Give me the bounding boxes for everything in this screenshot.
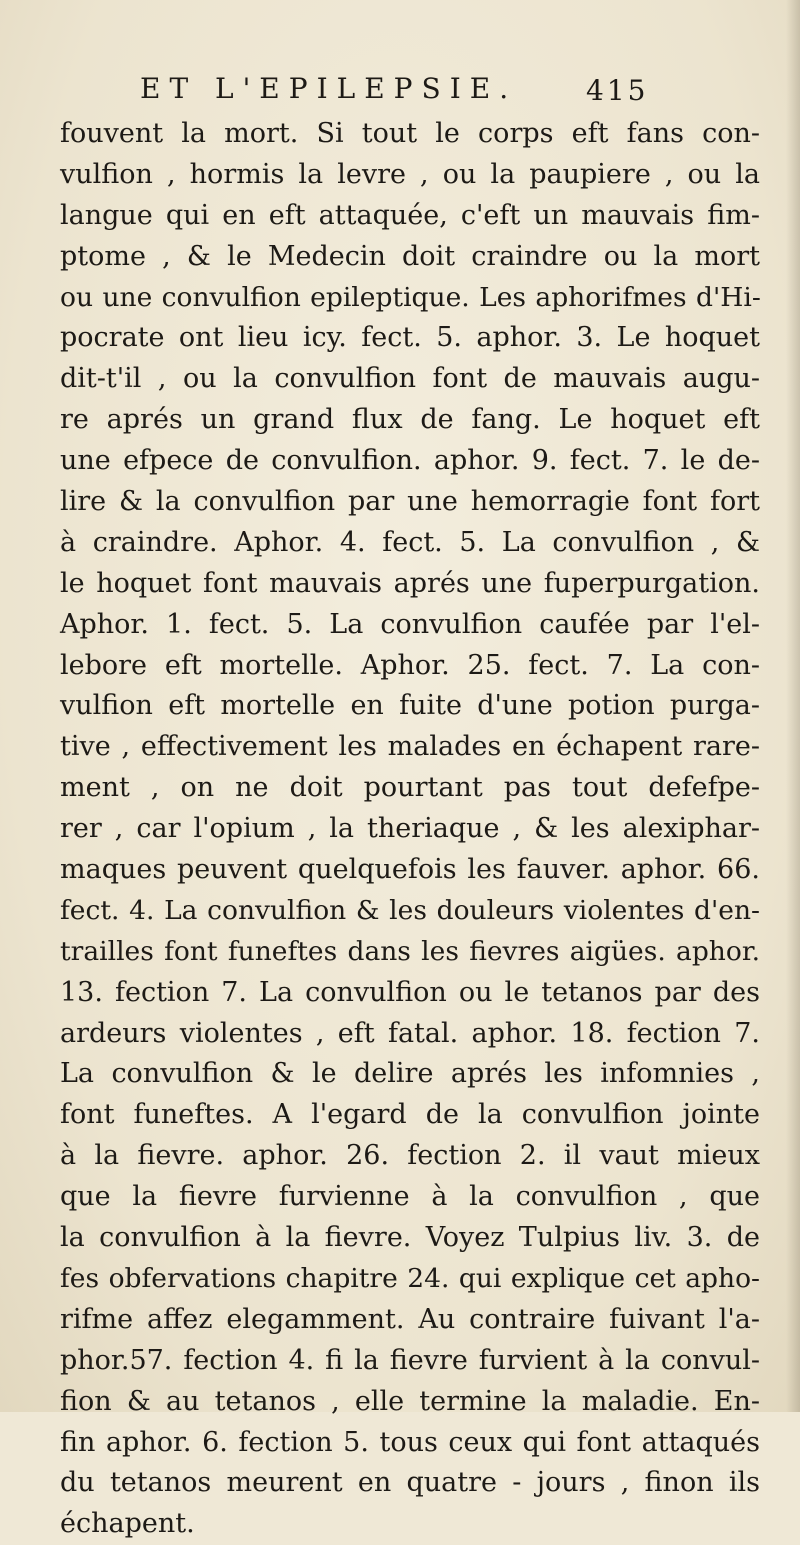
text-line: phor.57. fection 4. fi la fievre furvient à la convul- [60, 1344, 760, 1376]
text-line: pocrate ont lieu icy. fect. 5. aphor. 3. Le hoquet [60, 322, 760, 354]
text-line: à craindre. Aphor. 4. fect. 5. La convulfion , & [60, 526, 760, 558]
text-line: ardeurs violentes , eft fatal. aphor. 18. fection 7. [60, 1017, 760, 1049]
text-line: vulfion , hormis la levre , ou la paupiere , ou la [60, 158, 760, 190]
text-line: ment , on ne doit pourtant pas tout defefpe- [60, 772, 760, 804]
text-line: 13. fection 7. La convulfion ou le tetanos par des [60, 976, 760, 1008]
text-line: une efpece de convulfion. aphor. 9. fect. 7. le de- [60, 445, 760, 477]
text-line: tive , effectivement les malades en échapent rare- [60, 731, 760, 763]
text-line: maques peuvent quelquefois les fauver. aphor. 66. [60, 854, 760, 886]
text-line: vulfion eft mortelle en fuite d'une potion purga- [60, 690, 760, 722]
running-head [140, 72, 640, 112]
text-line: le hoquet font mauvais aprés une fuperpurgation. [60, 567, 760, 599]
text-line: que la fievre furvienne à la convulfion , que [60, 1181, 760, 1213]
text-line: fect. 4. La convulfion & les douleurs violentes d'en- [60, 894, 760, 926]
page-number: 415 [586, 74, 649, 107]
text-line: Aphor. 1. fect. 5. La convulfion caufée par l'el- [60, 608, 760, 640]
text-line: échapent. [60, 1508, 195, 1540]
text-line: dit-t'il , ou la convulfion font de mauvais augu- [60, 363, 760, 395]
text-line: fouvent la mort. Si tout le corps eft fans con- [60, 118, 760, 149]
running-head-title: ET L'EPILEPSIE. [140, 72, 518, 105]
text-line: trailles font funeftes dans les fievres aigües. aphor. [60, 935, 760, 967]
text-line: ptome , & le Medecin doit craindre ou la mort [60, 240, 760, 272]
text-line: ou une convulfion epileptique. Les aphorifmes d'Hi- [60, 281, 761, 313]
page-edge-shadow [786, 0, 800, 1412]
text-line: la convulfion à la fievre. Voyez Tulpius liv. 3. de [60, 1222, 760, 1254]
text-line: du tetanos meurent en quatre - jours , finon ils [60, 1467, 760, 1499]
text-line: fes obfervations chapitre 24. qui explique cet apho- [60, 1262, 760, 1294]
body-text [60, 114, 760, 1545]
text-line: lire & la convulfion par une hemorragie font fort [60, 486, 760, 518]
text-line: font funeftes. A l'egard de la convulfion jointe [60, 1099, 760, 1131]
text-line: rifme affez elegamment. Au contraire fuivant l'a- [60, 1303, 760, 1335]
text-line: fin aphor. 6. fection 5. tous ceux qui font attaqués [60, 1426, 760, 1458]
text-line: à la fievre. aphor. 26. fection 2. il vaut mieux [60, 1140, 760, 1172]
text-line: langue qui en eft attaquée, c'eft un mauvais fim- [60, 199, 760, 231]
text-line: rer , car l'opium , la theriaque , & les alexiphar- [60, 813, 760, 845]
text-line: re aprés un grand flux de fang. Le hoquet eft [60, 404, 760, 436]
text-line: fion & au tetanos , elle termine la maladie. En- [60, 1385, 760, 1417]
text-line: lebore eft mortelle. Aphor. 25. fect. 7. La con- [60, 649, 760, 681]
text-line: La convulfion & le delire aprés les infomnies , [60, 1058, 760, 1090]
